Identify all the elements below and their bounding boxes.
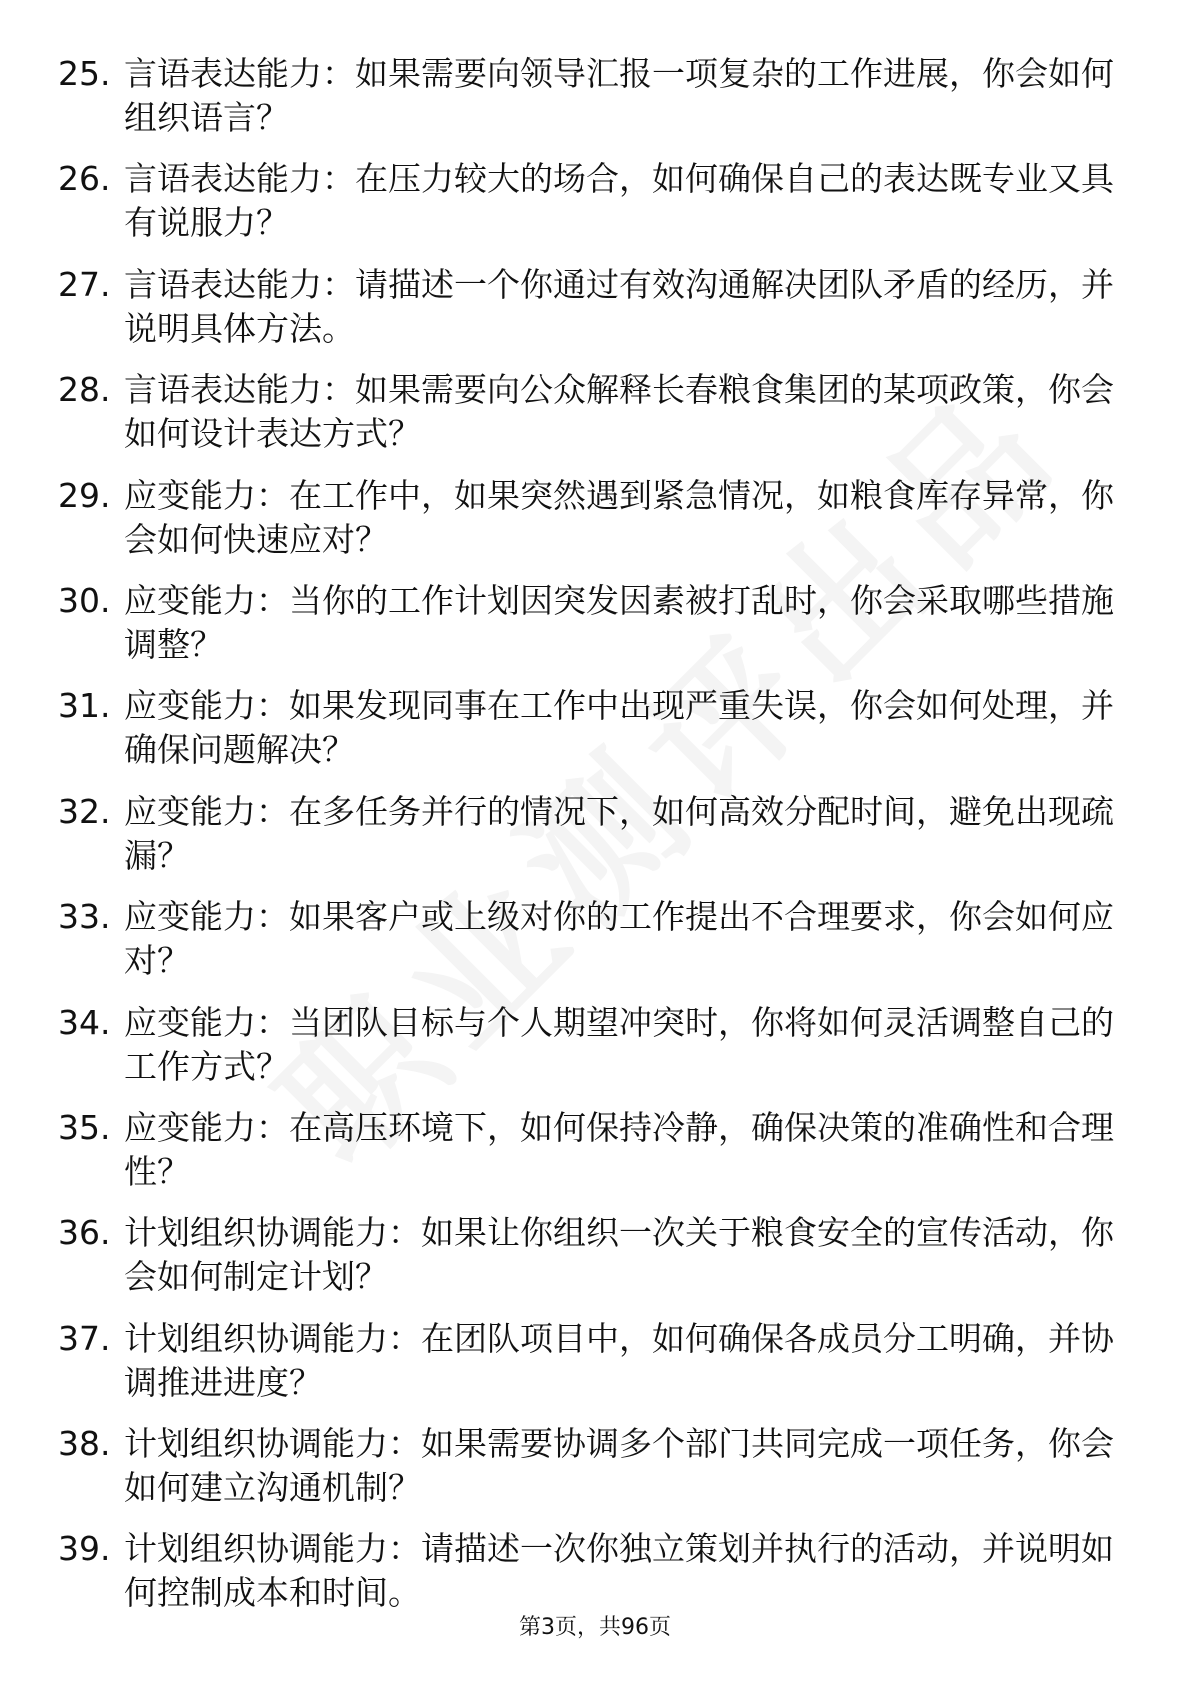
question-item	[58, 1001, 1118, 1089]
question-text: 应变能力：如果发现同事在工作中出现严重失误，你会如何处理，并确保问题解决？	[124, 686, 1114, 770]
question-text: 计划组织协调能力：请描述一次你独立策划并执行的活动，并说明如何控制成本和时间。	[124, 1529, 1114, 1613]
question-list	[58, 52, 1118, 1633]
question-text: 应变能力：当团队目标与个人期望冲突时，你将如何灵活调整自己的工作方式？	[124, 1002, 1114, 1086]
question-item	[58, 52, 1118, 140]
question-text: 应变能力：如果客户或上级对你的工作提出不合理要求，你会如何应对？	[124, 897, 1114, 981]
question-item	[58, 1211, 1118, 1299]
question-item	[58, 895, 1118, 983]
question-item	[58, 1106, 1118, 1194]
question-number: 34.	[58, 1002, 111, 1042]
question-number: 32.	[58, 791, 111, 831]
question-number: 27.	[58, 264, 111, 304]
question-number: 30.	[58, 580, 111, 620]
question-number: 38.	[58, 1424, 111, 1464]
question-item	[58, 579, 1118, 667]
question-number: 26.	[58, 159, 111, 199]
question-text: 言语表达能力：在压力较大的场合，如何确保自己的表达既专业又具有说服力？	[124, 159, 1114, 243]
question-text: 应变能力：在工作中，如果突然遇到紧急情况，如粮食库存异常，你会如何快速应对？	[124, 475, 1114, 559]
question-item	[58, 1422, 1118, 1510]
question-text: 计划组织协调能力：如果让你组织一次关于粮食安全的宣传活动，你会如何制定计划？	[124, 1213, 1114, 1297]
question-text: 计划组织协调能力：在团队项目中，如何确保各成员分工明确，并协调推进进度？	[124, 1318, 1114, 1402]
question-item	[58, 474, 1118, 562]
question-item	[58, 368, 1118, 456]
question-number: 29.	[58, 475, 111, 515]
question-item	[58, 1527, 1118, 1615]
question-number: 39.	[58, 1529, 111, 1569]
question-item	[58, 790, 1118, 878]
question-number: 35.	[58, 1107, 111, 1147]
question-number: 31.	[58, 686, 111, 726]
question-item	[58, 684, 1118, 772]
question-item	[58, 157, 1118, 245]
question-text: 言语表达能力：如果需要向公众解释长春粮食集团的某项政策，你会如何设计表达方式？	[124, 370, 1114, 454]
question-number: 37.	[58, 1318, 111, 1358]
question-number: 28.	[58, 370, 111, 410]
question-text: 计划组织协调能力：如果需要协调多个部门共同完成一项任务，你会如何建立沟通机制？	[124, 1424, 1114, 1508]
question-text: 应变能力：当你的工作计划因突发因素被打乱时，你会采取哪些措施调整？	[124, 580, 1114, 664]
question-item	[58, 1317, 1118, 1405]
question-text: 言语表达能力：如果需要向领导汇报一项复杂的工作进展，你会如何组织语言？	[124, 54, 1114, 137]
page-footer: 第3页，共96页	[519, 1615, 671, 1640]
question-text: 言语表达能力：请描述一个你通过有效沟通解决团队矛盾的经历，并说明具体方法。	[124, 264, 1114, 348]
question-number: 33.	[58, 897, 111, 937]
question-number: 36.	[58, 1213, 111, 1253]
question-number: 25.	[58, 54, 111, 93]
question-text: 应变能力：在多任务并行的情况下，如何高效分配时间，避免出现疏漏？	[124, 791, 1114, 875]
question-text: 应变能力：在高压环境下，如何保持冷静，确保决策的准确性和合理性？	[124, 1107, 1114, 1191]
question-item	[58, 263, 1118, 351]
